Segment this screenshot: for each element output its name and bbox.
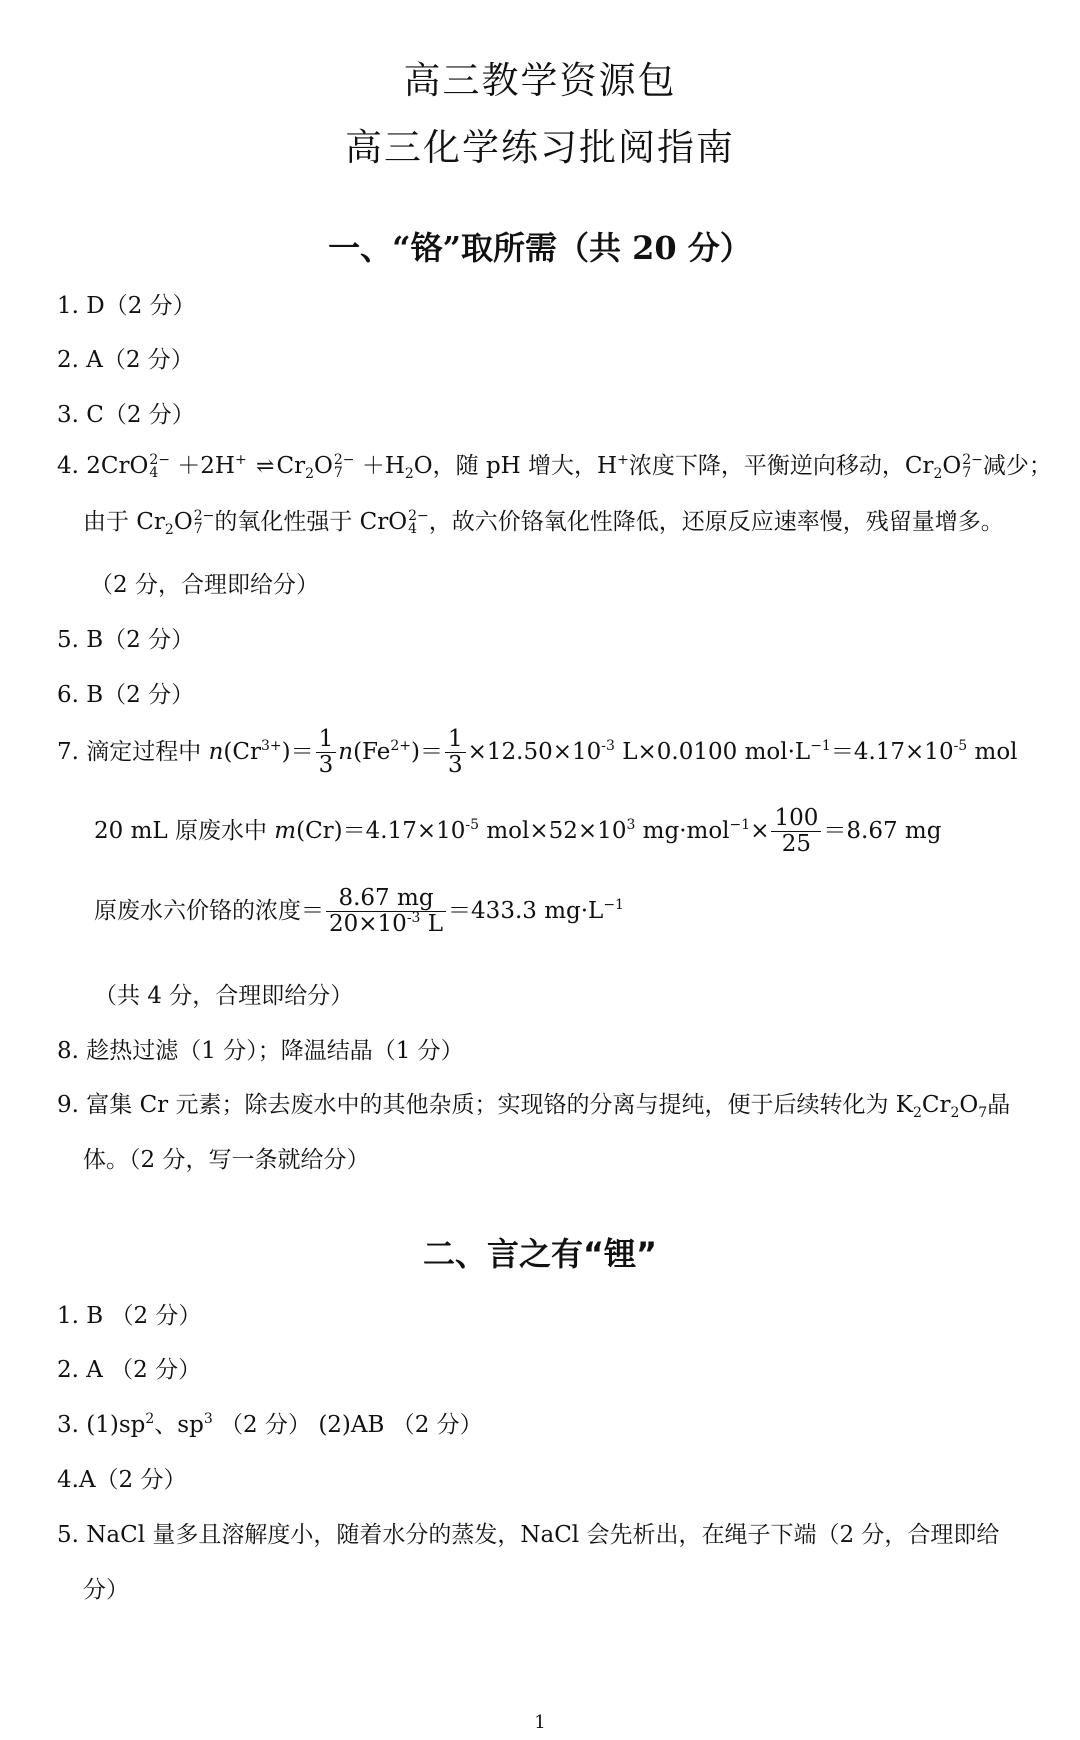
answer-1-8: 8. 趁热过滤（1 分）；降温结晶（1 分） [57,1038,464,1064]
fraction-one-third: $\frac{1}{3}$ [316,727,337,779]
answer-2-5-line2: 分） [83,1577,129,1603]
answer-1-5: 5. B（2 分） [57,627,195,653]
answer-2-2: 2. A （2 分） [57,1357,202,1383]
section-2-heading: 二、言之有“锂” [422,1235,658,1273]
document-subtitle: 高三化学练习批阅指南 [345,126,735,169]
answer-1-4-note: （2 分，合理即给分） [90,572,319,598]
document-title: 高三教学资源包 [403,59,677,102]
answer-1-7-line1: 7. 滴定过程中 $n(Cr^{3+})=$ $\frac{1}{3}$ $n(Fe^{2+})=$ $\frac{1}{3}$ $\times 12.50\times 10^{-3}$ L×0.0100 $mol\cdot L^{-1}=4.17\times 10^{-5}$ mol [57,726,1018,779]
answer-2-5-line1: 5. NaCl 量多且溶解度小，随着水分的蒸发，NaCl 会先析出，在绳子下端（2 分，合理即给 [57,1522,1000,1548]
fraction-100-25: $\frac{100}{25}$ [771,806,821,858]
answer-1-3: 3. C（2 分） [57,402,195,428]
answer-1-7-line2: 20 mL 原废水中 $m(Cr)=4.17\times 10^{-5}$ $mol\times 52\times 10^3$ mg·mol$^{-1}$× $\frac{100}{25}$ ＝8.67 mg [94,805,942,858]
equilibrium-arrow-icon: ⇌ [256,454,275,479]
answer-1-4-line1: 4. 2CrO 2− 4 ＋2H+ $\rightleftharpoons Cr_2O$ 2− 7 $+H_2O$，随 pH 增大，H+浓度下降，平衡逆向移动，$Cr_2O$ 2− 7 减少； [57,452,1052,482]
fraction-one-third-2: $\frac{1}{3}$ [445,727,466,779]
answer-2-1: 1. B （2 分） [57,1303,202,1329]
fraction-concentration: $\frac{8.67 mg}{20\times 10^{-3} L}$ [326,886,446,938]
answer-1-9-line1: 9. 富集 Cr 元素；除去废水中的其他杂质；实现铬的分离与提纯，便于后续转化为 $K_2Cr_2O_7$晶 [57,1092,1011,1121]
answer-1-7-note: （共 4 分，合理即给分） [94,983,354,1009]
section-1-heading: 一、“铬”取所需（共 20 分） [328,229,752,267]
answer-1-2: 2. A（2 分） [57,347,194,373]
answer-1-6: 6. B（2 分） [57,682,195,708]
answer-2-3: 3. $(1)sp^2$、$sp^3$ （2 分） (2)AB （2 分） [57,1411,483,1438]
answer-1-4-line2: 由于 $Cr_2O$ 2− 7 的氧化性强于 CrO 2− 4 ，故六价铬氧化性降低，还原反应速率慢，残留量增多。 [83,508,1004,538]
cro4-charge: 2− 4 [149,452,170,481]
answer-1-9-line2: 体。（2 分，写一条就给分） [83,1147,370,1173]
answer-1-7-line3: 原废水六价铬的浓度＝ $\frac{8.67 mg}{20\times 10^{-3} L}$ ＝433.3 $mg\cdot L^{-1}$ [94,885,624,938]
answer-1-1: 1. D（2 分） [57,293,196,319]
page-number: 1 [534,1712,546,1733]
answer-2-4: 4.A（2 分） [57,1467,187,1493]
